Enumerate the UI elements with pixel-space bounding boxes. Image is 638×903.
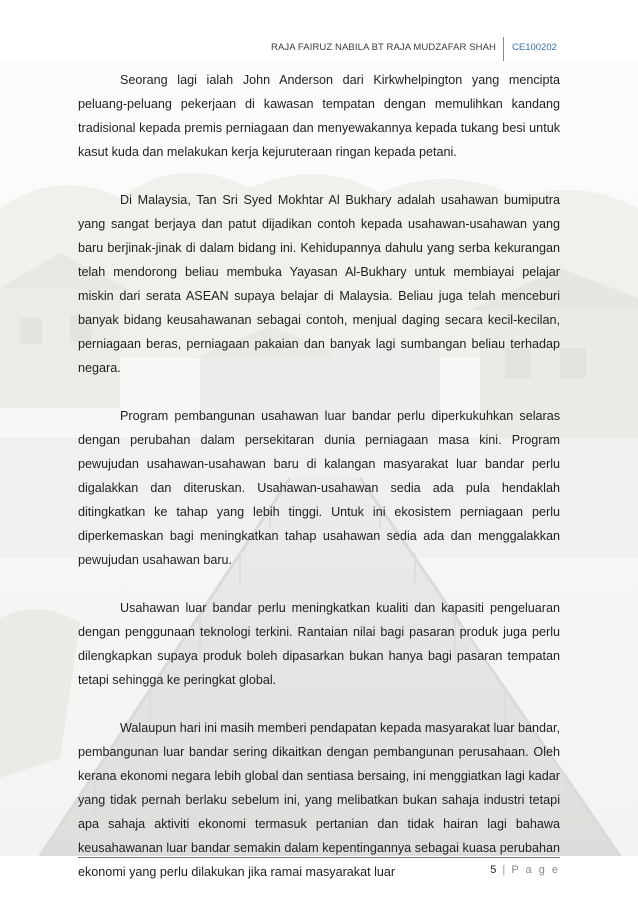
document-body xyxy=(78,68,560,884)
header-divider xyxy=(503,37,504,61)
footer-divider xyxy=(78,857,560,858)
paragraph-1: Seorang lagi ialah John Anderson dari Kirkwhelpington yang mencipta peluang-peluang pekerjaan di kawasan tempatan dengan memulihkan kandang tradisional kepada premis perniagaan dan menyewakannya kepada tukang besi untuk kasut kuda dan melakukan kerja kejuruteraan ringan kepada petani. xyxy=(78,73,560,159)
page-number: 5 xyxy=(490,864,497,876)
footer-separator: | xyxy=(502,864,506,876)
page-label: P a g e xyxy=(511,864,560,876)
paragraph-3: Program pembangunan usahawan luar bandar perlu diperkukuhkan selaras dengan perubahan dalam persekitaran dunia perniagaan masa kini. Program pewujudan usahawan-usahawan baru di kalangan masyarakat luar bandar perlu digalakkan dan diteruskan. Usahawan-usahawan sedia ada pula hendaklah ditingkatkan ke tahap yang lebih tinggi. Untuk ini ekosistem perniagaan perlu diperkemaskan bagi meningkatkan tahap usahawan sedia ada dan menggalakkan pewujudan usahawan baru. xyxy=(78,409,560,567)
paragraph-5: Walaupun hari ini masih memberi pendapatan kepada masyarakat luar bandar, pembangunan luar bandar sering dikaitkan dengan pembangunan perusahaan. Oleh kerana ekonomi negara lebih global dan sentiasa bersaing, ini menggiatkan lagi kadar yang tidak pernah berlaku sebelum ini, yang melibatkan bukan sahaja industri tetapi apa sahaja aktiviti ekonomi termasuk pertanian dan tidak hairan lagi bahawa keusahawanan luar bandar semakin dalam kepentingannya sebagai kuasa perubahan ekonomi yang perlu dilakukan jika ramai masyarakat luar xyxy=(78,721,560,879)
header-author: RAJA FAIRUZ NABILA BT RAJA MUDZAFAR SHAH xyxy=(270,42,496,53)
paragraph-4: Usahawan luar bandar perlu meningkatkan kualiti dan kapasiti pengeluaran dengan penggunaan teknologi terkini. Rantaian nilai bagi pasaran produk juga perlu dilengkapkan supaya produk boleh dipasarkan bukan hanya bagi pasaran tempatan tetapi sehingga ke peringkat global. xyxy=(78,601,560,687)
header-course-code: CE100202 xyxy=(512,42,557,53)
page-header xyxy=(0,37,638,61)
page-footer xyxy=(490,864,560,876)
paragraph-2: Di Malaysia, Tan Sri Syed Mokhtar Al Bukhary adalah usahawan bumiputra yang sangat berjaya dan patut dijadikan contoh kepada usahawan-usahawan yang baru berjinak-jinak di dalam bidang ini. Kehidupannya dahulu yang serba kekurangan telah mendorong beliau membuka Yayasan Al-Bukhary untuk membiayai pelajar miskin dari serata ASEAN supaya belajar di Malaysia. Beliau juga telah menceburi banyak bidang keusahawanan sebagai contoh, menjual daging secara kecil-kecilan, perniagaan beras, perniagaan pakaian dan banyak lagi sumbangan beliau terhadap negara. xyxy=(78,193,560,375)
